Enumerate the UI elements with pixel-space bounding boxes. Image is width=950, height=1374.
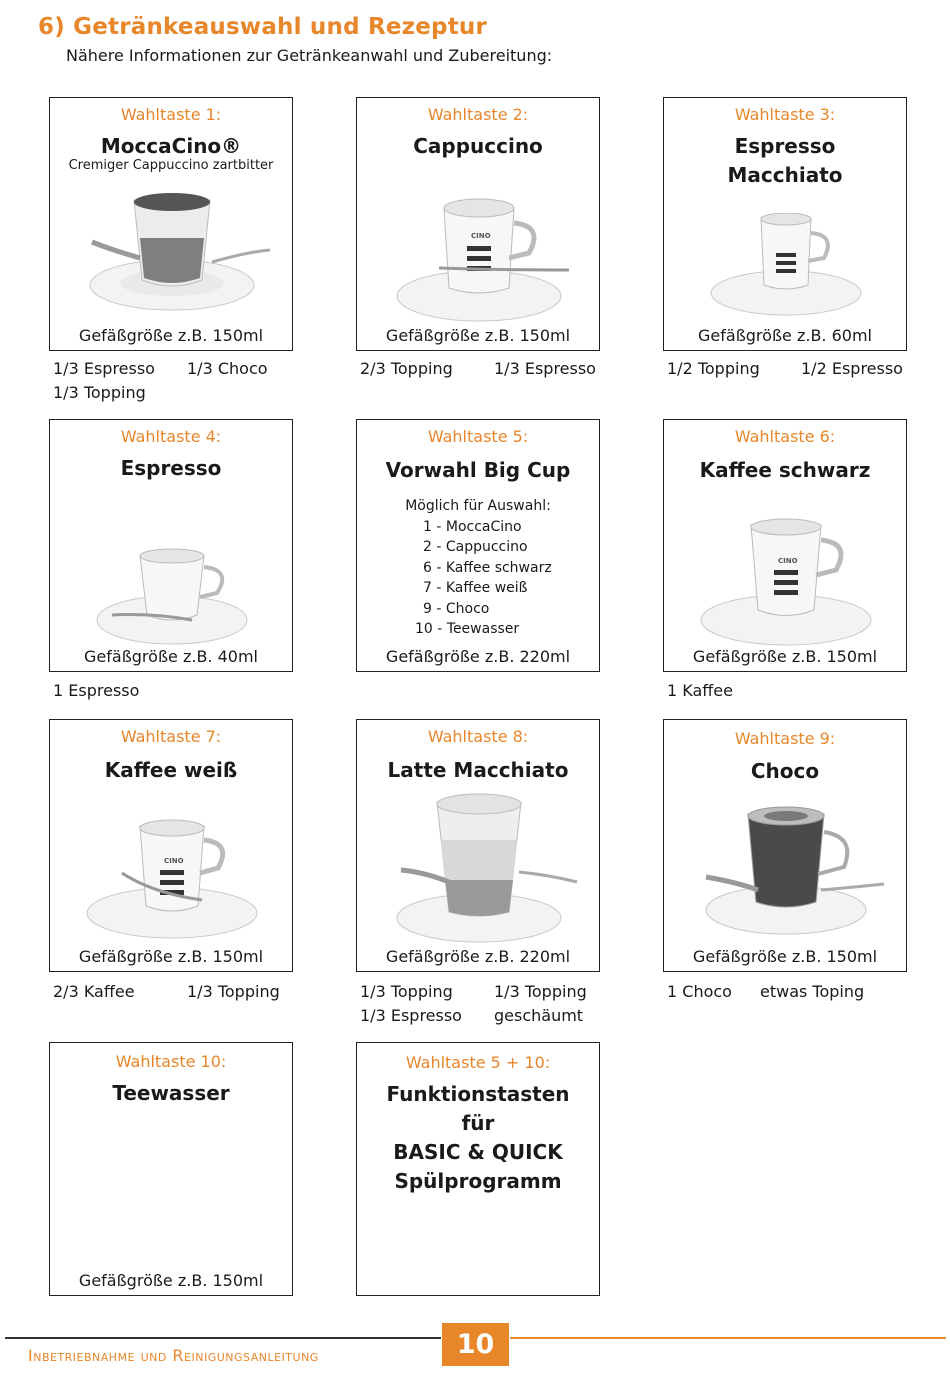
option-item: 7 - Kaffee weiß bbox=[423, 580, 528, 596]
card-drink-name: Latte Macchiato bbox=[387, 758, 569, 782]
option-item: 6 - Kaffee schwarz bbox=[423, 559, 552, 576]
recipe-cappuccino-col1: 2/3 Topping bbox=[360, 359, 453, 378]
card-vessel-size: Gefäßgröße z.B. 150ml bbox=[692, 947, 878, 966]
card-drink-name: MoccaCino® bbox=[100, 134, 242, 158]
card-key-label: Wahltaste 2: bbox=[427, 105, 529, 124]
card-key-label: Wahltaste 5: bbox=[427, 427, 529, 446]
card-key-label: Wahltaste 3: bbox=[734, 105, 836, 124]
latte-macchiato-glass-icon bbox=[379, 790, 579, 950]
recipe-cappuccino-col2: 1/3 Espresso bbox=[494, 359, 596, 378]
recipe-choco-col1: 1 Choco bbox=[667, 982, 732, 1001]
recipe-kaffee-schwarz-col1: 1 Kaffee bbox=[667, 681, 733, 700]
recipe-choco-col2: etwas Toping bbox=[760, 982, 865, 1001]
big-cup-options-list bbox=[357, 496, 599, 640]
function-keys-card bbox=[356, 1042, 600, 1296]
card-drink-name: Kaffee weiß bbox=[104, 758, 238, 782]
card-drink-name: Vorwahl Big Cup bbox=[385, 458, 571, 482]
espresso-cup-icon bbox=[72, 545, 272, 655]
option-item: 2 - Cappuccino bbox=[423, 539, 528, 555]
option-item: 10 - Teewasser bbox=[415, 621, 520, 637]
kaffee-weiss-cup-icon bbox=[72, 818, 272, 948]
card-vessel-size: Gefäßgröße z.B. 220ml bbox=[385, 947, 571, 966]
card-drink-description: Cremiger Cappuccino zartbitter bbox=[68, 158, 274, 173]
option-item: 1 - MoccaCino bbox=[423, 518, 522, 535]
card-vessel-size: Gefäßgröße z.B. 220ml bbox=[385, 647, 571, 666]
card-key-label: Wahltaste 6: bbox=[734, 427, 836, 446]
recipe-kaffee-weiss-col2: 1/3 Topping bbox=[187, 982, 280, 1001]
drink-card-kaffee-schwarz bbox=[663, 419, 907, 672]
drink-card-moccacino bbox=[49, 97, 293, 351]
footer-divider-left bbox=[5, 1337, 441, 1339]
card-drink-name: Espresso bbox=[120, 456, 222, 480]
card-drink-name-line2: Macchiato bbox=[727, 163, 843, 187]
svg-text:CINO: CINO bbox=[164, 857, 184, 865]
recipe-espresso-macchiato-col2: 1/2 Espresso bbox=[801, 359, 903, 378]
card-drink-name: Cappuccino bbox=[413, 134, 543, 158]
card-drink-name: Choco bbox=[750, 759, 820, 783]
drink-card-kaffee-weiss bbox=[49, 719, 293, 972]
recipe-latte-macchiato-col1: 1/3 Topping 1/3 Espresso bbox=[360, 982, 462, 1025]
recipe-espresso-col1: 1 Espresso bbox=[53, 681, 140, 700]
drink-card-big-cup bbox=[356, 419, 600, 672]
card-vessel-size: Gefäßgröße z.B. 150ml bbox=[78, 1271, 264, 1290]
option-item: 9 - Choco bbox=[423, 600, 490, 617]
card-key-label: Wahltaste 7: bbox=[120, 727, 222, 746]
card-key-label: Wahltaste 5 + 10: bbox=[405, 1053, 551, 1072]
card-vessel-size: Gefäßgröße z.B. 40ml bbox=[84, 647, 258, 666]
card-function-line3: BASIC & QUICK bbox=[393, 1140, 563, 1164]
card-function-line1: Funktionstasten bbox=[386, 1082, 570, 1106]
card-function-line4: Spülprogramm bbox=[394, 1169, 562, 1193]
card-key-label: Wahltaste 10: bbox=[115, 1052, 227, 1071]
card-vessel-size: Gefäßgröße z.B. 150ml bbox=[78, 326, 264, 345]
drink-card-latte-macchiato bbox=[356, 719, 600, 972]
page-title: 6) Getränkeauswahl und Rezeptur bbox=[38, 14, 488, 40]
page-subtitle: Nähere Informationen zur Getränkeanwahl und Zubereitung: bbox=[66, 46, 553, 65]
card-vessel-size: Gefäßgröße z.B. 150ml bbox=[692, 647, 878, 666]
recipe-latte-macchiato-col2: 1/3 Topping geschäumt bbox=[494, 982, 587, 1025]
moccacino-glass-icon bbox=[72, 180, 272, 320]
options-heading: Möglich für Auswahl: bbox=[405, 498, 551, 514]
kaffee-schwarz-cup-icon bbox=[686, 515, 886, 655]
card-key-label: Wahltaste 9: bbox=[734, 729, 836, 748]
card-drink-name-line1: Espresso bbox=[734, 134, 836, 158]
card-key-label: Wahltaste 1: bbox=[120, 105, 222, 124]
drink-card-espresso-macchiato bbox=[663, 97, 907, 351]
card-drink-name: Kaffee schwarz bbox=[699, 458, 871, 482]
footer-manual-title: Inbetriebnahme und Reinigungsanleitung bbox=[28, 1346, 319, 1365]
drink-card-cappuccino bbox=[356, 97, 600, 351]
drink-card-espresso bbox=[49, 419, 293, 672]
card-key-label: Wahltaste 4: bbox=[120, 427, 222, 446]
espresso-macchiato-cup-icon bbox=[686, 213, 886, 323]
card-vessel-size: Gefäßgröße z.B. 60ml bbox=[698, 326, 872, 345]
card-vessel-size: Gefäßgröße z.B. 150ml bbox=[385, 326, 571, 345]
recipe-moccacino-col2: 1/3 Choco bbox=[187, 359, 268, 378]
choco-glass-icon bbox=[686, 802, 886, 942]
recipe-kaffee-weiss-col1: 2/3 Kaffee bbox=[53, 982, 135, 1001]
footer-divider-right bbox=[510, 1337, 946, 1339]
cappuccino-cup-icon bbox=[379, 188, 579, 328]
svg-text:CINO: CINO bbox=[778, 557, 798, 565]
drink-card-choco bbox=[663, 719, 907, 972]
card-drink-name: Teewasser bbox=[112, 1081, 230, 1105]
recipe-espresso-macchiato-col1: 1/2 Topping bbox=[667, 359, 760, 378]
recipe-moccacino-col1: 1/3 Espresso 1/3 Topping bbox=[53, 359, 155, 402]
page-number: 10 bbox=[442, 1323, 509, 1366]
card-key-label: Wahltaste 8: bbox=[427, 727, 529, 746]
card-function-line2: für bbox=[461, 1111, 495, 1135]
drink-card-teewasser bbox=[49, 1042, 293, 1296]
svg-text:CINO: CINO bbox=[471, 232, 491, 240]
card-vessel-size: Gefäßgröße z.B. 150ml bbox=[78, 947, 264, 966]
